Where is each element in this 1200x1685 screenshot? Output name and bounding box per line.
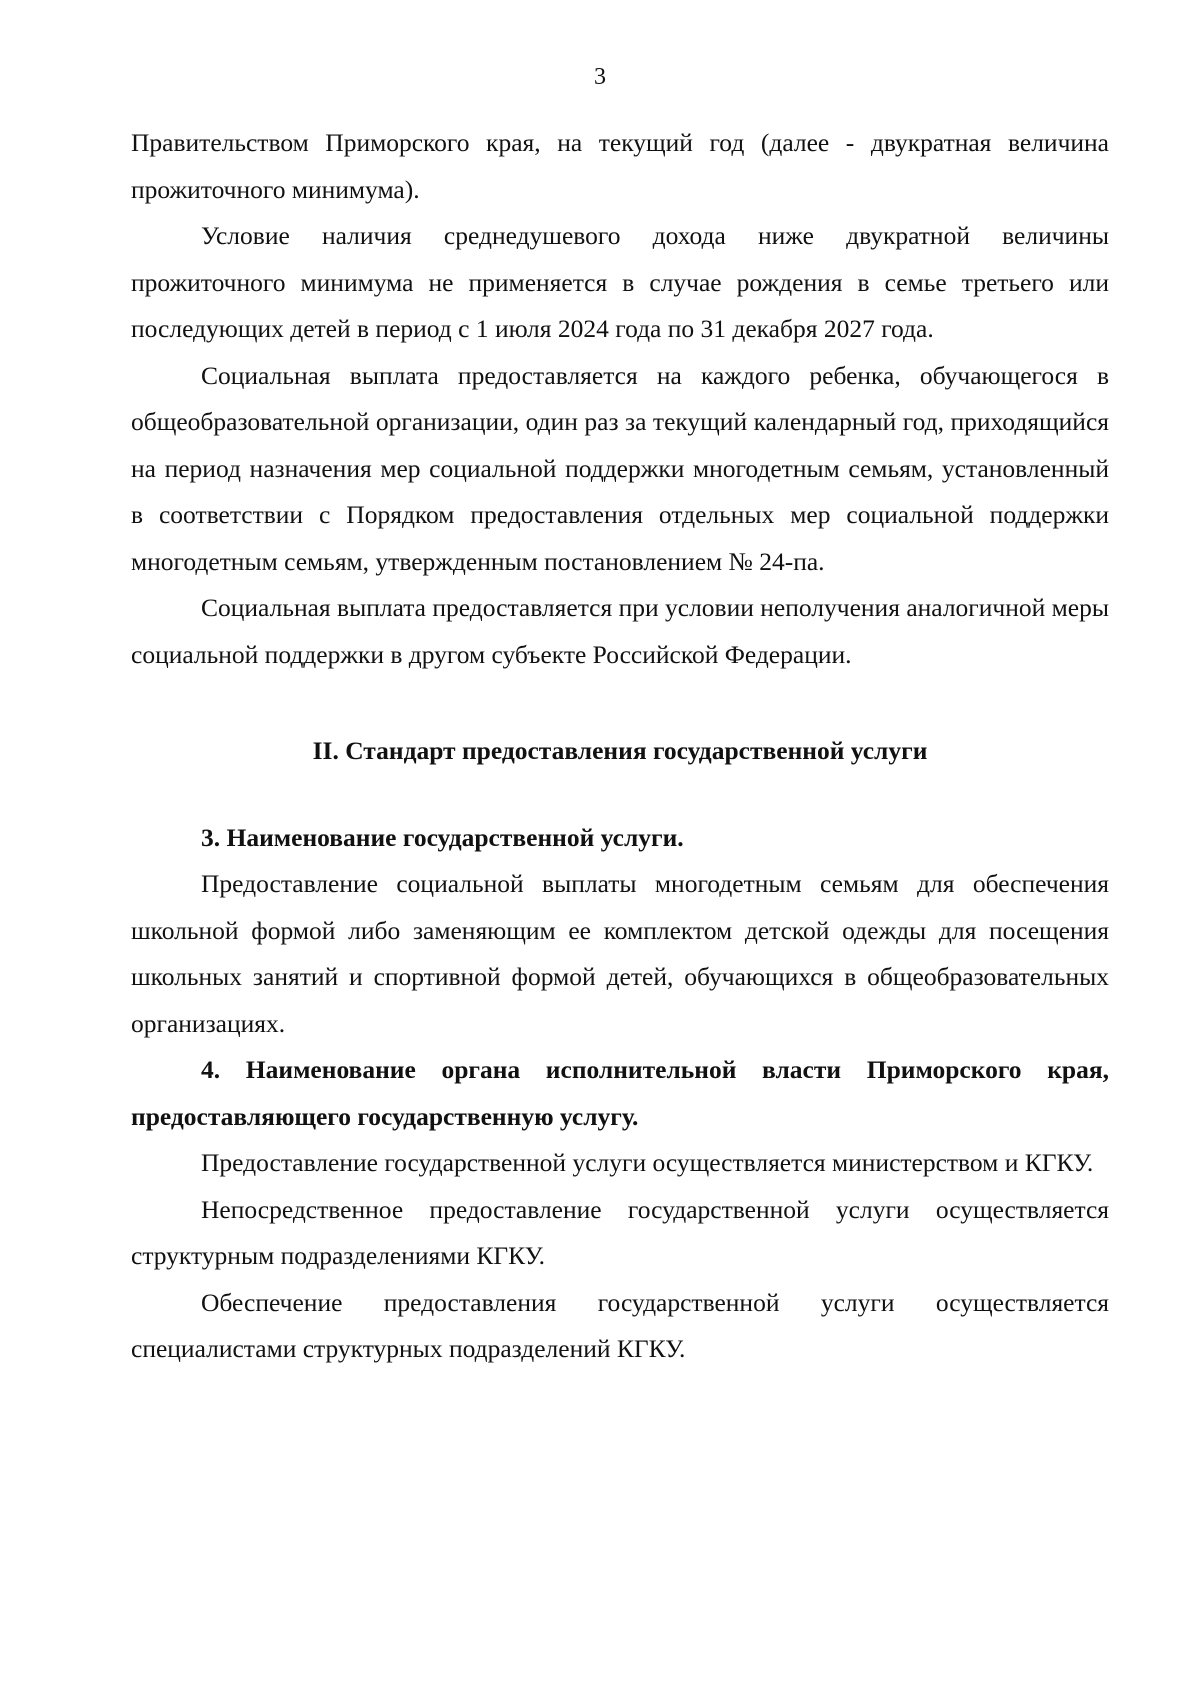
paragraph-non-receipt-condition: Социальная выплата предоставляется при условии неполучения аналогичной меры социальной поддержки в другом субъекте Российской Федерации. <box>131 593 1109 669</box>
subsection-4-paragraph-1: Предоставление государственной услуги осуществляется министерством и КГКУ. <box>201 1148 1094 1177</box>
paragraph-continuation: Правительством Приморского края, на текущий год (далее - двукратная величина прожиточного минимума). <box>131 128 1109 204</box>
subsection-3-text: Предоставление социальной выплаты многодетным семьям для обеспечения школьной формой либо заменяющим ее комплектом детской одежды для посещения школьных занятий и спортивной формой детей, обучающихся в общеобразовательных организациях. <box>131 869 1109 1038</box>
subsection-4-paragraph-2: Непосредственное предоставление государственной услуги осуществляется структурным подразделениями КГКУ. <box>131 1194 1109 1270</box>
paragraph-payment-per-child: Социальная выплата предоставляется на каждого ребенка, обучающегося в общеобразовательной организации, один раз за текущий календарный год, приходящийся на период назначения мер социальной поддержки многодетным семьям, установленный в соответствии с Порядком предоставления отдельных мер социальной поддержки многодетным семьям, утвержденным постановлением № 24-па. <box>131 360 1109 576</box>
subsection-4-paragraph-3: Обеспечение предоставления государственной услуги осуществляется специалистами структурных подразделений КГКУ. <box>131 1287 1109 1363</box>
page-number: 3 <box>594 64 606 90</box>
paragraph-income-condition: Условие наличия среднедушевого дохода ниже двукратной величины прожиточного минимума не применяется в случае рождения в семье третьего или последующих детей в период с 1 июля 2024 года по 31 декабря 2027 года. <box>131 221 1109 343</box>
subsection-4-title: 4. Наименование органа исполнительной власти Приморского края, предоставляющего государственную услугу. <box>131 1055 1109 1131</box>
document-body <box>131 120 1109 1373</box>
subsection-3-title: 3. Наименование государственной услуги. <box>201 822 684 852</box>
section-title: II. Стандарт предоставления государственной услуги <box>312 736 928 765</box>
